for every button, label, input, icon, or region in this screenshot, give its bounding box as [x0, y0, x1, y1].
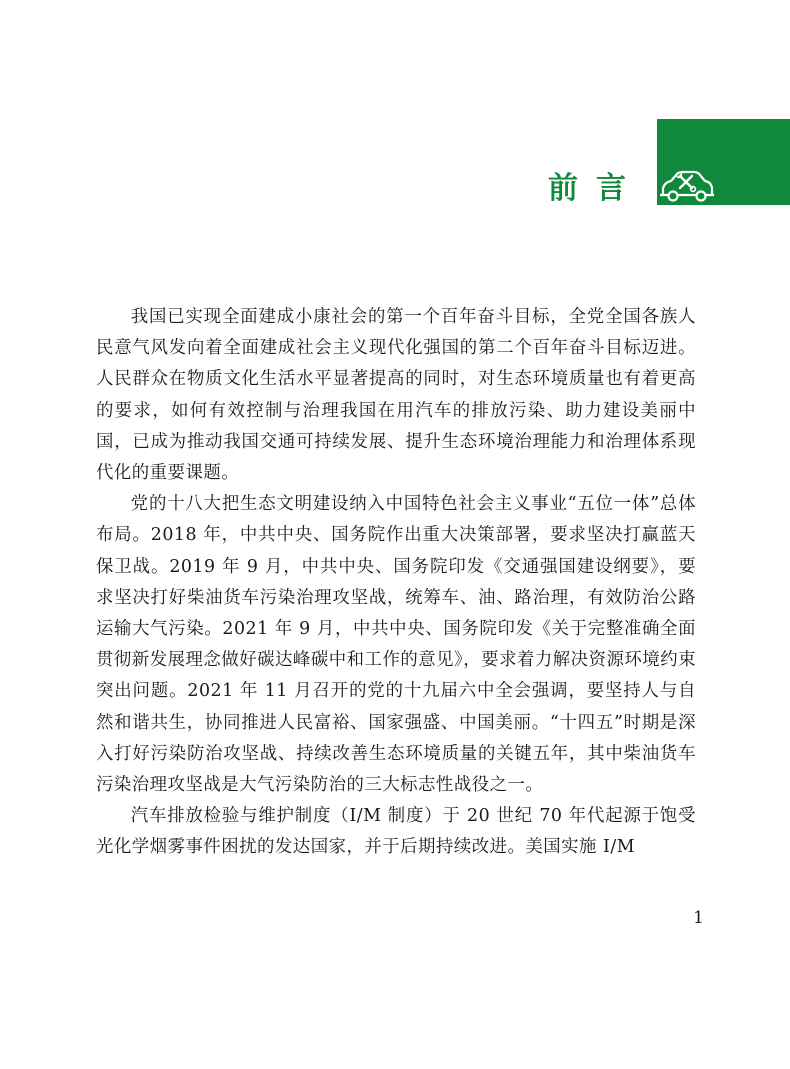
body-text: [96, 302, 696, 864]
chapter-title: 前言: [548, 171, 644, 206]
paragraph-2: 党的十八大把生态文明建设纳入中国特色社会主义事业“五位一体”总体布局。2018 年，中共中央、国务院作出重大决策部署，要求坚决打赢蓝天保卫战。2019 年 9 月，中共中央、国务院印发《交通强国建设纲要》，要求坚决打好柴油货车污染治理攻坚战，统筹车、油、路治理，有效防治公路运输大气污染。2021 年 9 月，中共中央、国务院印发《关于完整准确全面贯彻新发展理念做好碳达峰碳中和工作的意见》，要求着力解决资源环境约束突出问题。2021 年 11 月召开的党的十九届六中全会强调，要坚持人与自然和谐共生，协同推进人民富裕、国家强盛、中国美丽。“十四五”时期是深入打好污染防治攻坚战、持续改善生态环境质量的关键五年，其中柴油货车污染治理攻坚战是大气污染防治的三大标志性战役之一。: [96, 494, 696, 796]
chapter-header-block: [657, 119, 790, 205]
paragraph-3: 汽车排放检验与维护制度（I/M 制度）于 20 世纪 70 年代起源于饱受光化学烟雾事件困扰的发达国家，并于后期持续改进。美国实施 I/M: [96, 806, 696, 858]
paragraph-1: 我国已实现全面建成小康社会的第一个百年奋斗目标，全党全国各族人民意气风发向着全面建成社会主义现代化强国的第二个百年奋斗目标迈进。人民群众在物质文化生活水平显著提高的同时，对生态环境质量也有着更高的要求，如何有效控制与治理我国在用汽车的排放污染、助力建设美丽中国，已成为推动我国交通可持续发展、提升生态环境治理能力和治理体系现代化的重要课题。: [96, 307, 696, 484]
page-number: 1: [693, 908, 704, 928]
car-repair-icon: [657, 167, 715, 205]
